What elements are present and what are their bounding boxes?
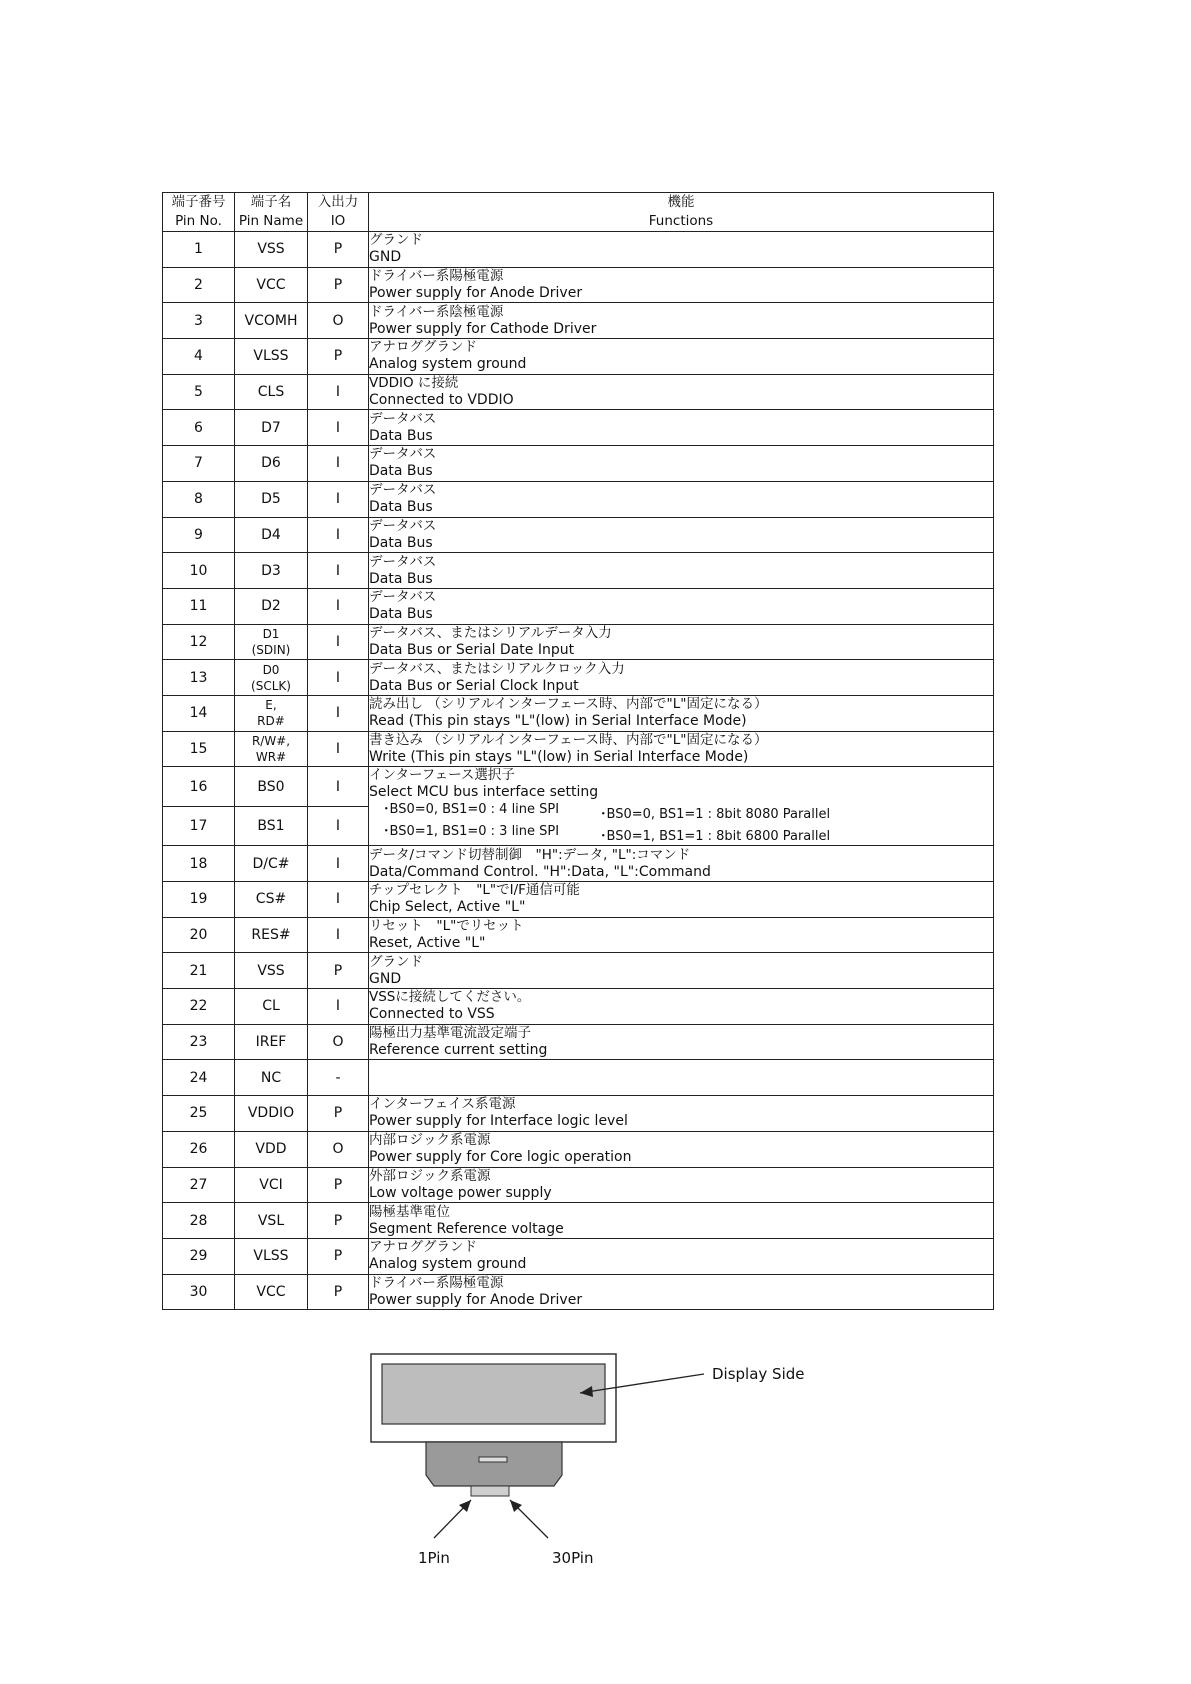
function-jp: データバス bbox=[369, 446, 437, 463]
function-jp: グランド bbox=[369, 953, 423, 970]
fpc-tail bbox=[471, 1486, 509, 1496]
pin-name: IREF bbox=[235, 1024, 308, 1060]
pin-name: CS# bbox=[235, 882, 308, 918]
function-en: Write (This pin stays "L"(low) in Serial Interface Mode) bbox=[369, 748, 749, 765]
pin-number: 5 bbox=[163, 374, 235, 410]
connector-slot bbox=[479, 1457, 507, 1462]
pin-name-line1: D0 bbox=[262, 662, 280, 677]
pin-io: I bbox=[308, 695, 369, 731]
pin-io: I bbox=[308, 624, 369, 660]
function-jp: ドライバー系陽極電源 bbox=[369, 268, 504, 285]
pin-name: VSS bbox=[235, 232, 308, 268]
function-jp: VSSに接続してください。 bbox=[369, 989, 531, 1006]
function-jp: 内部ロジック系電源 bbox=[369, 1132, 491, 1149]
pin-io: P bbox=[308, 953, 369, 989]
function-jp: リセット "L"でリセット bbox=[369, 918, 524, 935]
pin-number: 25 bbox=[163, 1096, 235, 1132]
header-pin-no: 端子番号 Pin No. bbox=[163, 193, 235, 232]
pin-io: I bbox=[308, 588, 369, 624]
bs-setting-a: ･BS0=1, BS1=0 : 3 line SPI bbox=[383, 824, 560, 840]
function-jp: インターフェース選択子 bbox=[369, 767, 515, 784]
pin1-label: 1Pin bbox=[418, 1549, 450, 1567]
function-en: Select MCU bus interface setting bbox=[369, 784, 599, 801]
pin-number: 22 bbox=[163, 989, 235, 1025]
pin-name: VLSS bbox=[235, 1238, 308, 1274]
pin-name: CLS bbox=[235, 374, 308, 410]
function-en: GND bbox=[369, 970, 402, 987]
pin-name-line2: (SCLK) bbox=[251, 678, 291, 693]
pin-io: P bbox=[308, 1238, 369, 1274]
function-en: Power supply for Interface logic level bbox=[369, 1113, 628, 1130]
pin-number: 15 bbox=[163, 731, 235, 767]
pin-number: 3 bbox=[163, 303, 235, 339]
function-jp: 陽極出力基準電流設定端子 bbox=[369, 1025, 531, 1042]
pin-io: I bbox=[308, 660, 369, 696]
function-en: Analog system ground bbox=[369, 356, 527, 373]
pin-name: D/C# bbox=[235, 846, 308, 882]
pin-number: 11 bbox=[163, 588, 235, 624]
function-en: Segment Reference voltage bbox=[369, 1220, 564, 1237]
function-jp: 読み出し （シリアルインターフェース時、内部で"L"固定になる） bbox=[369, 696, 768, 713]
pin-io: - bbox=[308, 1060, 369, 1096]
pin-io: P bbox=[308, 1274, 369, 1310]
pin-io: I bbox=[308, 767, 369, 807]
pin-name: VCC bbox=[235, 267, 308, 303]
pin-io: P bbox=[308, 1096, 369, 1132]
pin-name: D6 bbox=[235, 446, 308, 482]
pin-number: 9 bbox=[163, 517, 235, 553]
function-jp: データバス、またはシリアルクロック入力 bbox=[369, 660, 625, 677]
pin-io: P bbox=[308, 267, 369, 303]
pin-io: I bbox=[308, 481, 369, 517]
function-jp: インターフェイス系電源 bbox=[369, 1096, 516, 1113]
display-side-label: Display Side bbox=[712, 1365, 805, 1383]
pin-name: RES# bbox=[235, 917, 308, 953]
pin-name: D2 bbox=[235, 588, 308, 624]
pin-io: I bbox=[308, 374, 369, 410]
pin-name: VCI bbox=[235, 1167, 308, 1203]
function-en: Analog system ground bbox=[369, 1256, 527, 1273]
pin-io: I bbox=[308, 553, 369, 589]
function-jp: ドライバー系陰極電源 bbox=[369, 303, 504, 320]
bs-setting-b: ･BS0=0, BS1=1 : 8bit 8080 Parallel bbox=[600, 807, 831, 823]
function-en: Data Bus bbox=[369, 463, 433, 480]
bs-setting-b: ･BS0=1, BS1=1 : 8bit 6800 Parallel bbox=[600, 829, 831, 845]
pin-io: P bbox=[308, 1167, 369, 1203]
function-en: Connected to VSS bbox=[369, 1006, 495, 1023]
function-en: Power supply for Anode Driver bbox=[369, 1291, 583, 1308]
function-en: GND bbox=[369, 249, 402, 266]
function-en: Data Bus bbox=[369, 534, 433, 551]
pin-io: P bbox=[308, 1203, 369, 1239]
function-jp: 外部ロジック系電源 bbox=[369, 1167, 491, 1184]
pin-name: D4 bbox=[235, 517, 308, 553]
function-jp: データバス bbox=[369, 410, 437, 427]
function-jp: データバス bbox=[369, 553, 437, 570]
function-en: Data Bus bbox=[369, 606, 433, 623]
function-jp: データバス bbox=[369, 589, 437, 606]
pin-name: VCOMH bbox=[235, 303, 308, 339]
pin-name-line1: R/W#, bbox=[251, 733, 291, 748]
pin30-label: 30Pin bbox=[552, 1549, 594, 1567]
fpc-connector bbox=[426, 1442, 562, 1486]
function-en: Reset, Active "L" bbox=[369, 935, 486, 952]
pin-name: VCC bbox=[235, 1274, 308, 1310]
pin-number: 7 bbox=[163, 446, 235, 482]
pin-number: 24 bbox=[163, 1060, 235, 1096]
function-en: Chip Select, Active "L" bbox=[369, 899, 526, 916]
function-jp: VDDIO に接続 bbox=[369, 375, 459, 392]
pin-name: VSS bbox=[235, 953, 308, 989]
pin-number: 16 bbox=[163, 767, 235, 807]
pin-number: 17 bbox=[163, 806, 235, 846]
header-io: 入出力 IO bbox=[308, 193, 369, 232]
header-pin-name: 端子名 Pin Name bbox=[235, 193, 308, 232]
pin-io: I bbox=[308, 882, 369, 918]
function-jp: アナロググランド bbox=[369, 1239, 477, 1256]
pin-number: 20 bbox=[163, 917, 235, 953]
function-jp: データ/コマンド切替制御 "H":データ, "L":コマンド bbox=[369, 846, 691, 863]
function-en: Power supply for Anode Driver bbox=[369, 285, 583, 302]
function-en: Connected to VDDIO bbox=[369, 392, 514, 409]
pin-name: VSL bbox=[235, 1203, 308, 1239]
function-en: Power supply for Core logic operation bbox=[369, 1149, 632, 1166]
pin-name: NC bbox=[235, 1060, 308, 1096]
pin-name: D7 bbox=[235, 410, 308, 446]
pin-io: I bbox=[308, 446, 369, 482]
pin-number: 27 bbox=[163, 1167, 235, 1203]
bs-setting-a: ･BS0=0, BS1=0 : 4 line SPI bbox=[383, 802, 560, 818]
pin-name: CL bbox=[235, 989, 308, 1025]
pin-name-line2: (SDIN) bbox=[251, 642, 291, 657]
pin-name: VLSS bbox=[235, 339, 308, 375]
pin-number: 6 bbox=[163, 410, 235, 446]
pin-name: D3 bbox=[235, 553, 308, 589]
pin-number: 30 bbox=[163, 1274, 235, 1310]
function-en: Low voltage power supply bbox=[369, 1184, 552, 1201]
pin-number: 14 bbox=[163, 695, 235, 731]
pin-io: I bbox=[308, 517, 369, 553]
pin-name: BS1 bbox=[235, 806, 308, 846]
pin-number: 19 bbox=[163, 882, 235, 918]
function-en: Data Bus bbox=[369, 427, 433, 444]
pin-io: O bbox=[308, 1024, 369, 1060]
pin-number: 29 bbox=[163, 1238, 235, 1274]
function-jp: データバス、またはシリアルデータ入力 bbox=[369, 624, 612, 641]
function-en: Reference current setting bbox=[369, 1042, 548, 1059]
function-jp: チップセレクト "L"でI/F通信可能 bbox=[369, 882, 580, 899]
pin-name: BS0 bbox=[235, 767, 308, 807]
pin-io: I bbox=[308, 917, 369, 953]
function-jp: データバス bbox=[369, 517, 437, 534]
pin-io: I bbox=[308, 806, 369, 846]
pin-number: 4 bbox=[163, 339, 235, 375]
pin-io: I bbox=[308, 410, 369, 446]
function-jp: グランド bbox=[369, 232, 423, 249]
function-en: Data Bus or Serial Clock Input bbox=[369, 677, 579, 694]
pin-io: O bbox=[308, 303, 369, 339]
function-jp: データバス bbox=[369, 482, 437, 499]
display-area bbox=[382, 1364, 605, 1424]
header-functions: 機能 Functions bbox=[369, 193, 994, 232]
pin-io: P bbox=[308, 339, 369, 375]
pin-io: I bbox=[308, 989, 369, 1025]
pin-number: 10 bbox=[163, 553, 235, 589]
pin-number: 23 bbox=[163, 1024, 235, 1060]
function-jp: アナロググランド bbox=[369, 339, 477, 356]
function-jp: 陽極基準電位 bbox=[369, 1203, 450, 1220]
pin-name-line2: WR# bbox=[255, 749, 287, 764]
pin-io: P bbox=[308, 232, 369, 268]
pin-name: VDD bbox=[235, 1131, 308, 1167]
pin-number: 13 bbox=[163, 660, 235, 696]
function-en: Data Bus bbox=[369, 499, 433, 516]
pin-number: 2 bbox=[163, 267, 235, 303]
pin-number: 12 bbox=[163, 624, 235, 660]
pin-io: O bbox=[308, 1131, 369, 1167]
function-en: Read (This pin stays "L"(low) in Serial Interface Mode) bbox=[369, 713, 747, 730]
function-en: Data/Command Control. "H":Data, "L":Command bbox=[369, 863, 711, 880]
function-en: Power supply for Cathode Driver bbox=[369, 320, 597, 337]
pin-number: 8 bbox=[163, 481, 235, 517]
pin-io: I bbox=[308, 846, 369, 882]
pin-number: 26 bbox=[163, 1131, 235, 1167]
pin-io: I bbox=[308, 731, 369, 767]
pin-number: 28 bbox=[163, 1203, 235, 1239]
pin-name-line1: E, bbox=[265, 698, 277, 713]
function-jp: 書き込み （シリアルインターフェース時、内部で"L"固定になる） bbox=[369, 731, 768, 748]
pin-number: 1 bbox=[163, 232, 235, 268]
function-en: Data Bus or Serial Date Input bbox=[369, 641, 575, 658]
function-jp: ドライバー系陽極電源 bbox=[369, 1274, 504, 1291]
pin-number: 18 bbox=[163, 846, 235, 882]
pin-name-line2: RD# bbox=[257, 714, 285, 729]
pin-name-line1: D1 bbox=[262, 626, 280, 641]
pin-number: 21 bbox=[163, 953, 235, 989]
pin-name: D5 bbox=[235, 481, 308, 517]
function-en: Data Bus bbox=[369, 570, 433, 587]
pin-name: VDDIO bbox=[235, 1096, 308, 1132]
